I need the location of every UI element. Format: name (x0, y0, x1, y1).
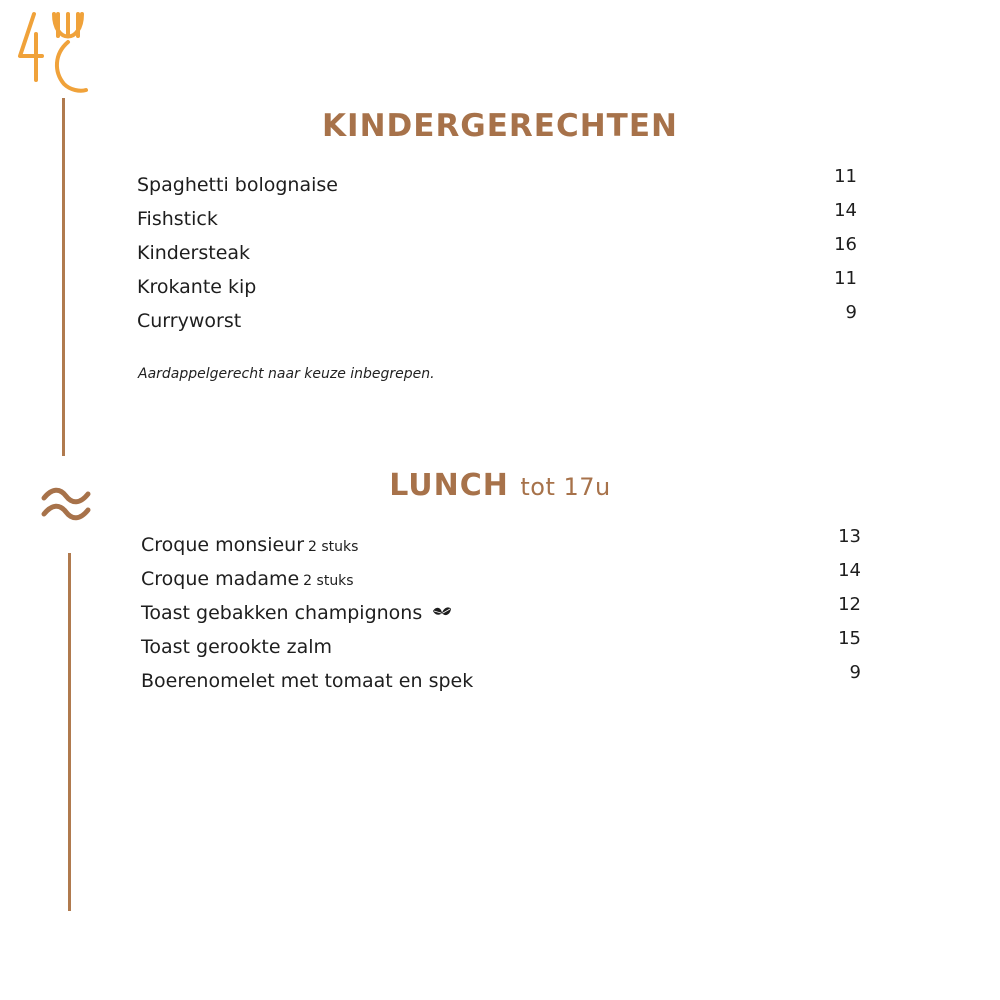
fork-logo-icon (14, 10, 90, 96)
item-name-text: Toast gebakken champignons (141, 602, 423, 624)
menu-item (141, 528, 863, 562)
kids-menu-list (137, 168, 859, 338)
item-price: 13 (838, 526, 861, 547)
kids-footnote: Aardappelgerecht naar keuze inbegrepen. (138, 366, 435, 382)
item-price: 12 (838, 594, 861, 615)
item-name: Curryworst (137, 310, 242, 332)
item-name-text: Croque madame (141, 568, 300, 590)
item-name: Krokante kip (137, 276, 257, 298)
item-price: 9 (845, 302, 857, 323)
vertical-rule-bottom (68, 553, 71, 911)
item-name: Boerenomelet met tomaat en spek (141, 670, 474, 692)
item-note: 2 stuks (308, 539, 359, 555)
item-price: 11 (834, 268, 857, 289)
item-price: 11 (834, 166, 857, 187)
item-name (141, 596, 452, 630)
item-price: 9 (849, 662, 861, 683)
lunch-menu-list (141, 528, 863, 698)
item-name: Toast gerookte zalm (141, 636, 333, 658)
menu-item (141, 562, 863, 596)
item-note: 2 stuks (303, 573, 354, 589)
item-name (141, 562, 354, 598)
lunch-title: LUNCH (389, 468, 509, 503)
menu-item (141, 664, 863, 698)
section-title-lunch (0, 468, 1000, 503)
vertical-rule-top (62, 98, 65, 456)
menu-item (141, 630, 863, 664)
lunch-title-suffix: tot 17u (520, 473, 611, 501)
menu-item (137, 168, 859, 202)
item-price: 15 (838, 628, 861, 649)
item-name: Fishstick (137, 208, 218, 230)
menu-item (137, 236, 859, 270)
vegetarian-leaf-icon (432, 606, 452, 620)
menu-item (141, 596, 863, 630)
item-price: 14 (834, 200, 857, 221)
item-name: Spaghetti bolognaise (137, 174, 338, 196)
item-name (141, 528, 358, 564)
menu-item (137, 304, 859, 338)
item-name: Kindersteak (137, 242, 251, 264)
item-name-text: Croque monsieur (141, 534, 305, 556)
menu-item (137, 270, 859, 304)
item-price: 16 (834, 234, 857, 255)
section-title-kids: KINDERGERECHTEN (322, 108, 678, 144)
menu-item (137, 202, 859, 236)
item-price: 14 (838, 560, 861, 581)
